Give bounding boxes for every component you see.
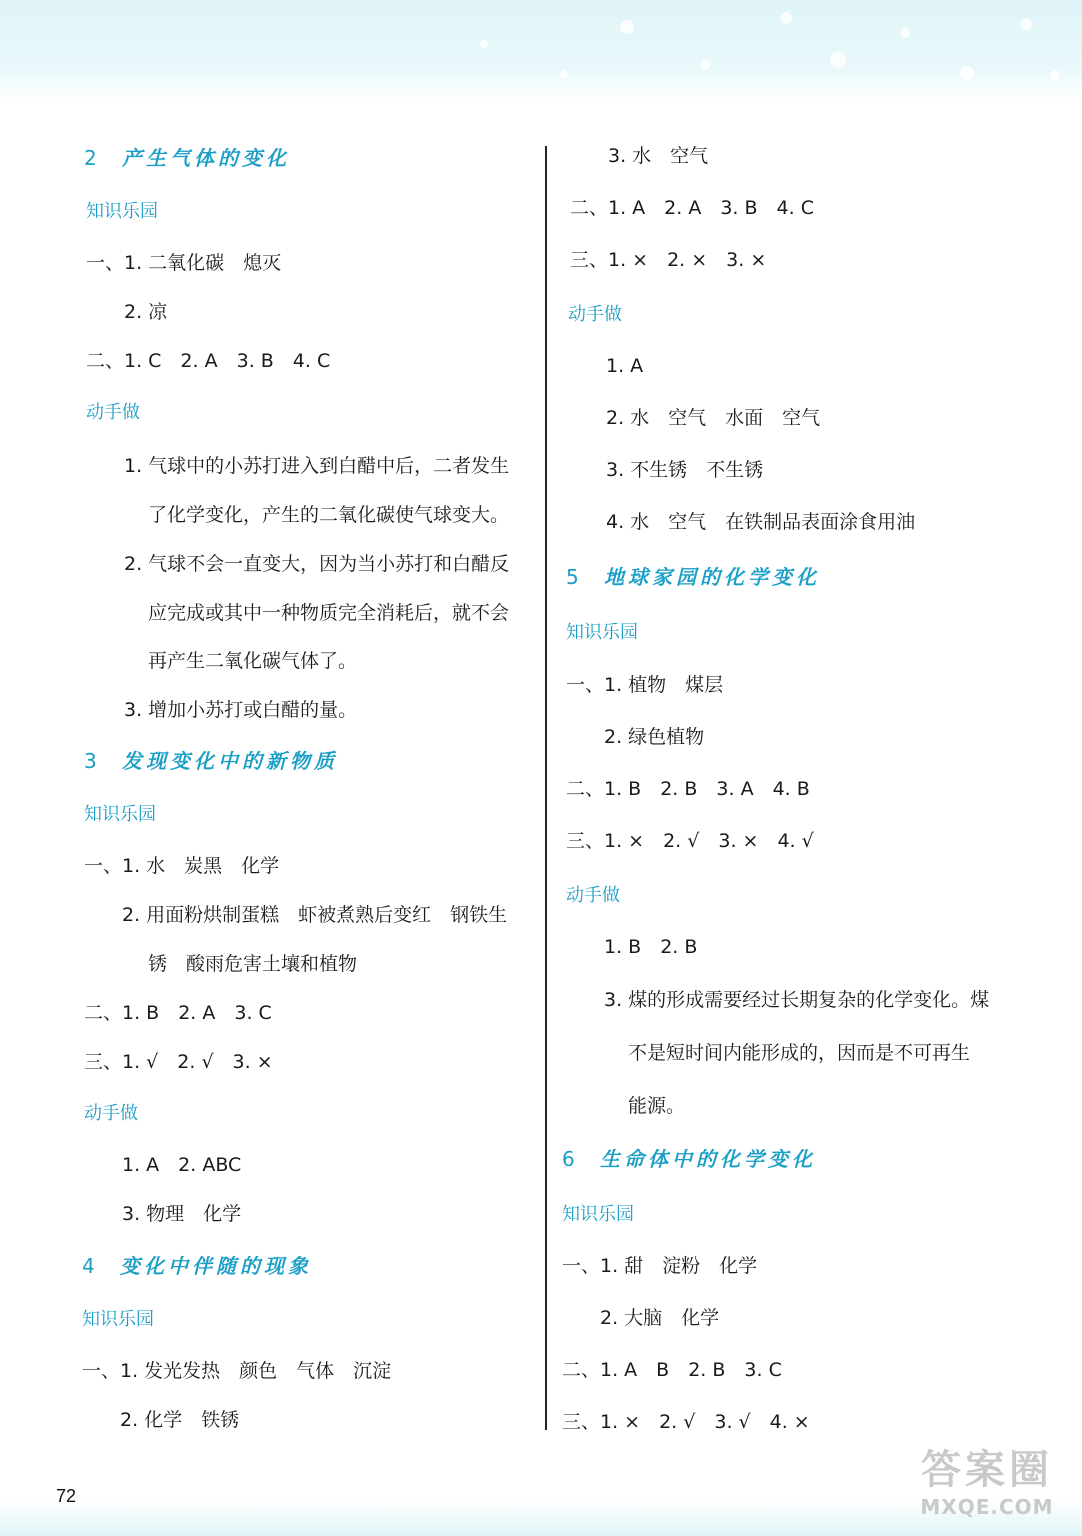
bubble-dot bbox=[830, 52, 846, 68]
answer-line: 2. 大脑 化学 bbox=[600, 1307, 720, 1329]
section-number: 3 bbox=[84, 749, 97, 773]
watermark-url: MXQE.COM bbox=[920, 1495, 1054, 1519]
answer-line: 2. 化学 铁锈 bbox=[120, 1409, 240, 1431]
subsection-label: 动手做 bbox=[568, 304, 622, 325]
subsection-label: 动手做 bbox=[86, 402, 140, 423]
section-number: 2 bbox=[84, 146, 97, 170]
section-title: 地球家园的化学变化 bbox=[604, 565, 820, 589]
answer-line: 2. 用面粉烘制蛋糕 虾被煮熟后变红 钢铁生 bbox=[122, 904, 508, 926]
bubble-dot bbox=[480, 40, 488, 48]
column-divider bbox=[545, 146, 547, 1430]
section-heading bbox=[562, 1146, 816, 1172]
subsection-label: 知识乐园 bbox=[86, 201, 158, 222]
section-heading bbox=[82, 1253, 312, 1279]
header-decoration bbox=[0, 0, 1082, 100]
answer-line: 一、1. 甜 淀粉 化学 bbox=[562, 1255, 758, 1277]
answer-line: 一、1. 植物 煤层 bbox=[566, 674, 724, 696]
answer-line: 三、1. × 2. × 3. × bbox=[570, 249, 767, 271]
answer-line: 一、1. 水 炭黑 化学 bbox=[84, 855, 280, 877]
answer-line: 3. 水 空气 bbox=[608, 145, 709, 167]
answer-line: 三、1. × 2. √ 3. √ 4. × bbox=[562, 1411, 810, 1433]
subsection-label: 动手做 bbox=[84, 1103, 138, 1124]
section-title: 发现变化中的新物质 bbox=[122, 749, 338, 773]
answer-line: 二、1. B 2. B 3. A 4. B bbox=[566, 778, 810, 800]
subsection-label: 知识乐园 bbox=[562, 1204, 634, 1225]
bubble-dot bbox=[1020, 18, 1032, 30]
answer-line: 二、1. C 2. A 3. B 4. C bbox=[86, 350, 331, 372]
section-heading bbox=[84, 145, 290, 171]
section-number: 4 bbox=[82, 1254, 95, 1278]
section-heading bbox=[566, 564, 820, 590]
answer-line: 3. 物理 化学 bbox=[122, 1203, 242, 1225]
answer-line: 3. 增加小苏打或白醋的量。 bbox=[124, 699, 358, 721]
answer-line: 4. 水 空气 在铁制品表面涂食用油 bbox=[606, 511, 916, 533]
answer-line: 能源。 bbox=[628, 1095, 686, 1117]
section-title: 变化中伴随的现象 bbox=[120, 1254, 312, 1278]
bubble-dot bbox=[900, 28, 910, 38]
answer-line: 一、1. 发光发热 颜色 气体 沉淀 bbox=[82, 1360, 392, 1382]
answer-line: 3. 煤的形成需要经过长期复杂的化学变化。煤 bbox=[604, 989, 990, 1011]
subsection-label: 知识乐园 bbox=[566, 622, 638, 643]
answer-line: 3. 不生锈 不生锈 bbox=[606, 459, 764, 481]
answer-line: 了化学变化，产生的二氧化碳使气球变大。 bbox=[148, 504, 510, 526]
watermark-logo: 答案圈 bbox=[921, 1447, 1053, 1493]
section-number: 5 bbox=[566, 565, 579, 589]
answer-line: 应完成或其中一种物质完全消耗后，就不会 bbox=[148, 602, 510, 624]
answer-line: 再产生二氧化碳气体了。 bbox=[148, 650, 358, 672]
answer-line: 2. 绿色植物 bbox=[604, 726, 705, 748]
answer-line: 不是短时间内能形成的，因而是不可再生 bbox=[628, 1042, 971, 1064]
answer-line: 2. 水 空气 水面 空气 bbox=[606, 407, 821, 429]
bubble-dot bbox=[700, 60, 710, 70]
subsection-label: 知识乐园 bbox=[82, 1309, 154, 1330]
subsection-label: 动手做 bbox=[566, 885, 620, 906]
site-watermark bbox=[902, 1446, 1072, 1530]
section-number: 6 bbox=[562, 1147, 575, 1171]
answer-line: 一、1. 二氧化碳 熄灭 bbox=[86, 252, 282, 274]
section-title: 生命体中的化学变化 bbox=[600, 1147, 816, 1171]
subsection-label: 知识乐园 bbox=[84, 804, 156, 825]
answer-line: 锈 酸雨危害土壤和植物 bbox=[148, 953, 358, 975]
answer-line: 三、1. √ 2. √ 3. × bbox=[84, 1051, 273, 1073]
answer-line: 1. A bbox=[606, 355, 644, 377]
answer-line: 1. A 2. ABC bbox=[122, 1154, 242, 1176]
answer-line: 2. 凉 bbox=[124, 301, 168, 323]
section-heading bbox=[84, 748, 338, 774]
bubble-dot bbox=[620, 20, 634, 34]
bubble-dot bbox=[780, 12, 792, 24]
answer-line: 二、1. B 2. A 3. C bbox=[84, 1002, 272, 1024]
answer-line: 1. B 2. B bbox=[604, 936, 698, 958]
answer-line: 2. 气球不会一直变大，因为当小苏打和白醋反 bbox=[124, 553, 510, 575]
answer-line: 三、1. × 2. √ 3. × 4. √ bbox=[566, 830, 814, 852]
page-number: 72 bbox=[56, 1486, 77, 1506]
bubble-dot bbox=[1050, 70, 1060, 80]
bubble-dot bbox=[560, 70, 568, 78]
answer-line: 二、1. A 2. A 3. B 4. C bbox=[570, 197, 814, 219]
bubble-dot bbox=[960, 66, 974, 80]
answer-line: 二、1. A B 2. B 3. C bbox=[562, 1359, 782, 1381]
answer-line: 1. 气球中的小苏打进入到白醋中后，二者发生 bbox=[124, 455, 510, 477]
section-title: 产生气体的变化 bbox=[122, 146, 290, 170]
